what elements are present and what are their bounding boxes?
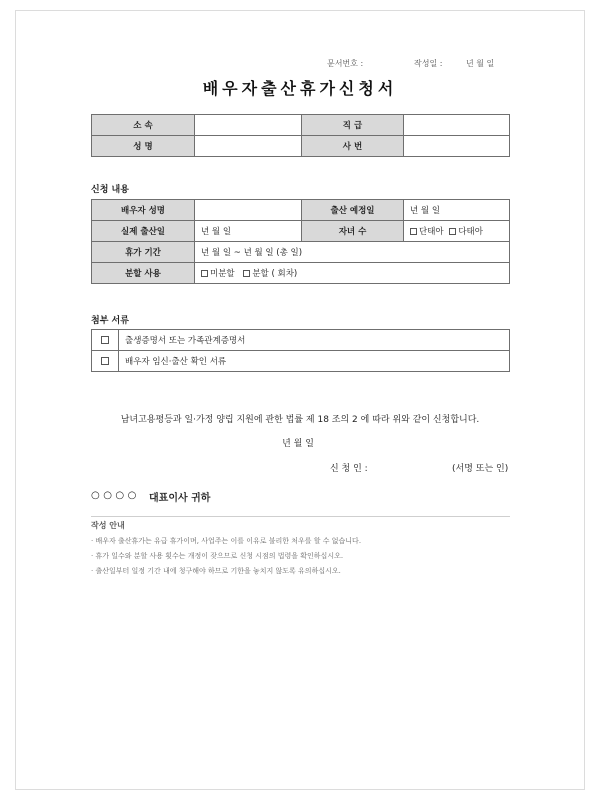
attachments-section-title: 첨부 서류 bbox=[91, 316, 129, 326]
due-date-field[interactable]: 년 월 일 bbox=[404, 200, 510, 221]
doc-number-label: 문서번호 : bbox=[327, 59, 364, 68]
recipient-circles: ○ ○ ○ ○ bbox=[91, 490, 137, 501]
single-birth-checkbox[interactable] bbox=[410, 228, 417, 235]
actual-birth-label: 실제 출산일 bbox=[92, 221, 195, 242]
multi-birth-label: 다태아 bbox=[458, 227, 483, 237]
spouse-name-label: 배우자 성명 bbox=[92, 200, 195, 221]
date-label: 작성일 : bbox=[414, 59, 443, 68]
position-label: 직 급 bbox=[302, 115, 404, 136]
leave-period-field[interactable]: 년 월 일 ~ 년 월 일 (총 일) bbox=[195, 242, 510, 263]
divider bbox=[91, 516, 510, 517]
date-value: 년 월 일 bbox=[466, 59, 495, 68]
guide-item: · 휴가 일수와 분할 사용 횟수는 개정이 잦으므로 신청 시점의 법령을 확인하십시오. bbox=[91, 552, 344, 560]
employee-no-label: 사 번 bbox=[302, 136, 404, 157]
split-use-field bbox=[195, 263, 510, 284]
attachment-checkbox[interactable] bbox=[101, 336, 109, 344]
actual-birth-field[interactable]: 년 월 일 bbox=[195, 221, 302, 242]
guide-title: 작성 안내 bbox=[91, 521, 125, 530]
no-split-label: 미분할 bbox=[210, 269, 235, 279]
request-table bbox=[91, 199, 510, 284]
position-field[interactable] bbox=[404, 115, 510, 136]
name-field[interactable] bbox=[195, 136, 302, 157]
multi-birth-checkbox[interactable] bbox=[449, 228, 456, 235]
attachment-checkbox[interactable] bbox=[101, 357, 109, 365]
affiliation-field[interactable] bbox=[195, 115, 302, 136]
applicant-label: 신 청 인 : bbox=[330, 464, 368, 474]
attachment-checkbox-cell bbox=[92, 330, 119, 351]
split-label: 분할 ( 회차) bbox=[252, 269, 298, 279]
guide-item: · 배우자 출산휴가는 유급 휴가이며, 사업주는 이를 이유로 불리한 처우를 할 수 없습니다. bbox=[91, 537, 362, 545]
split-checkbox[interactable] bbox=[243, 270, 250, 277]
spouse-name-field[interactable] bbox=[195, 200, 302, 221]
guide-item: · 출산일부터 일정 기간 내에 청구해야 하므로 기한을 놓치지 않도록 유의하십시오. bbox=[91, 567, 341, 575]
leave-period-label: 휴가 기간 bbox=[92, 242, 195, 263]
split-use-label: 분할 사용 bbox=[92, 263, 195, 284]
attachments-table bbox=[91, 329, 510, 372]
no-split-checkbox[interactable] bbox=[201, 270, 208, 277]
children-field bbox=[404, 221, 510, 242]
signature-label: (서명 또는 인) bbox=[452, 464, 509, 474]
request-section-title: 신청 내용 bbox=[91, 185, 129, 195]
name-label: 성 명 bbox=[92, 136, 195, 157]
applicant-info-table bbox=[91, 114, 510, 157]
employee-no-field[interactable] bbox=[404, 136, 510, 157]
recipient: 대표이사 귀하 bbox=[149, 493, 211, 504]
children-label: 자녀 수 bbox=[302, 221, 404, 242]
signing-date: 년 월 일 bbox=[282, 439, 314, 449]
attachment-item: 배우자 임신·출산 확인 서류 bbox=[119, 351, 510, 372]
due-date-label: 출산 예정일 bbox=[302, 200, 404, 221]
attachment-item: 출생증명서 또는 가족관계증명서 bbox=[119, 330, 510, 351]
single-birth-label: 단태아 bbox=[419, 227, 444, 237]
document-title: 배우자출산휴가신청서 bbox=[202, 79, 398, 98]
declaration-statement: 남녀고용평등과 일·가정 양립 지원에 관한 법률 제 18 조의 2 에 따라 위와 같이 신청합니다. bbox=[120, 415, 480, 425]
affiliation-label: 소 속 bbox=[92, 115, 195, 136]
attachment-checkbox-cell bbox=[92, 351, 119, 372]
